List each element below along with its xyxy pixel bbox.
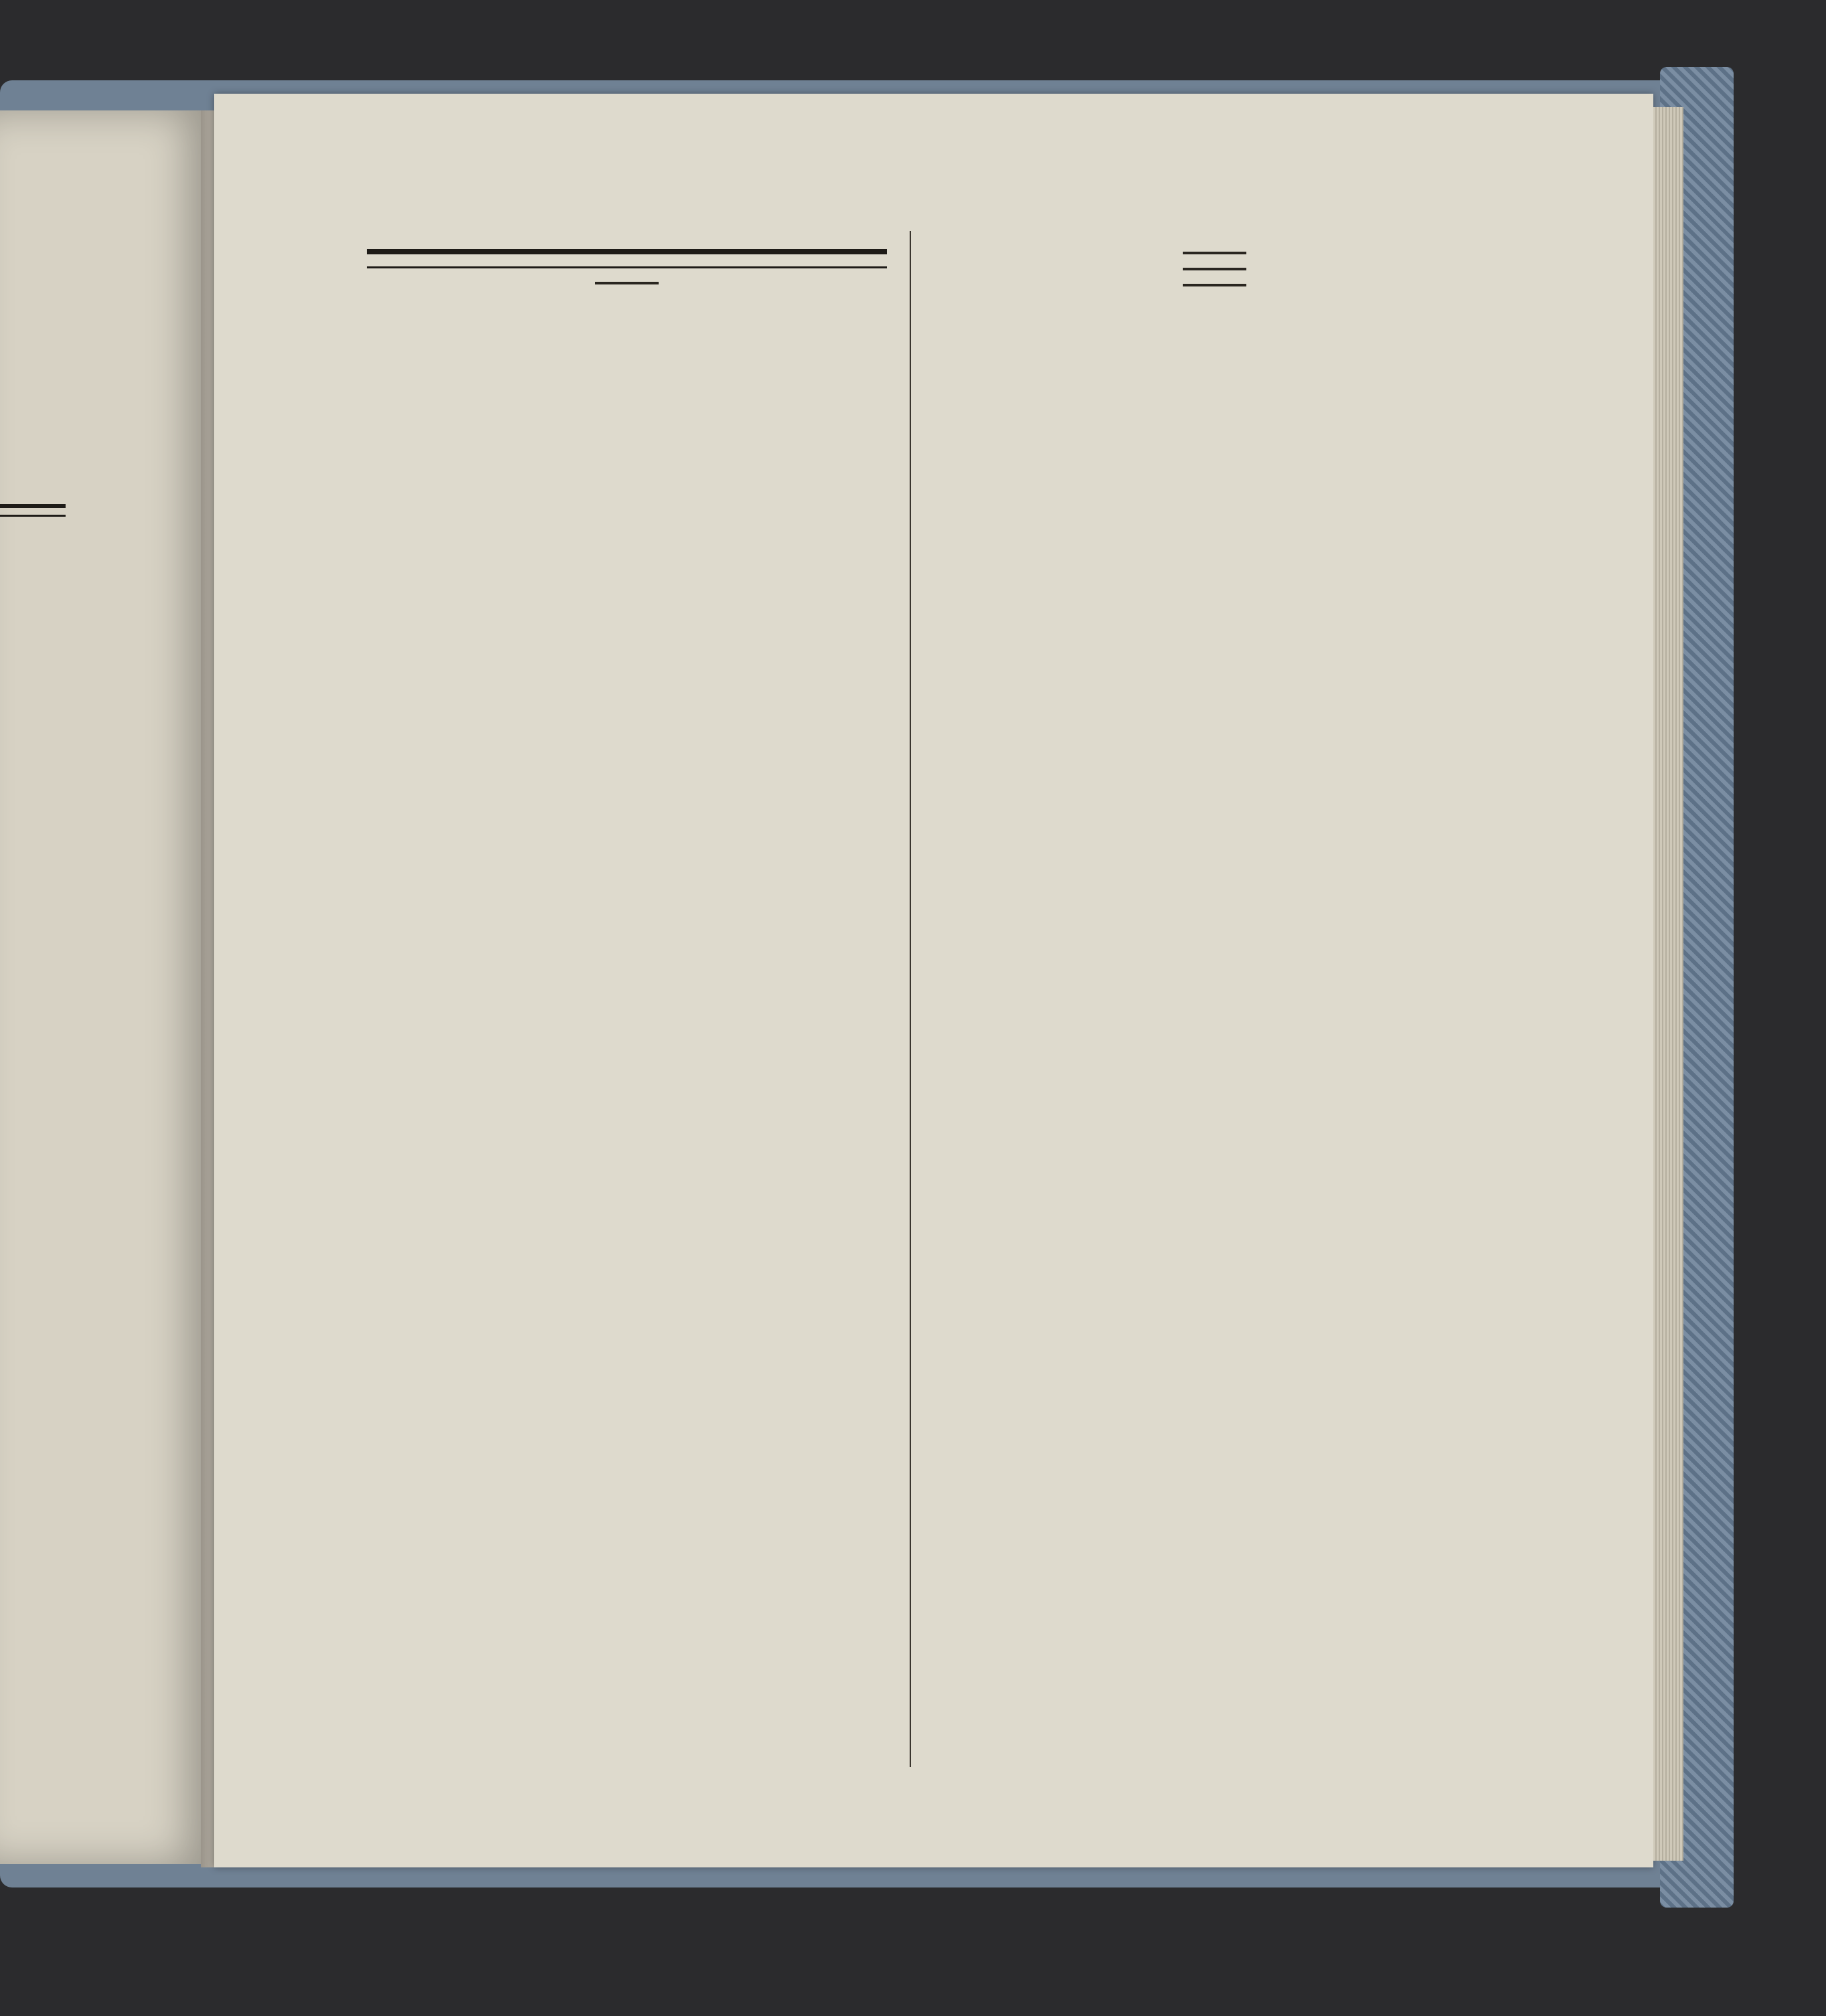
section-rule [367,249,887,268]
column-divider [910,231,911,1767]
left-page-rule [0,504,66,517]
column-left [367,240,887,298]
separator [595,282,659,284]
separator [1183,284,1246,286]
left-page [0,110,214,1864]
right-page [214,94,1653,1867]
page-edge [1653,107,1683,1861]
separator [1183,268,1246,270]
column-right [949,240,1479,300]
separator [1183,252,1246,254]
